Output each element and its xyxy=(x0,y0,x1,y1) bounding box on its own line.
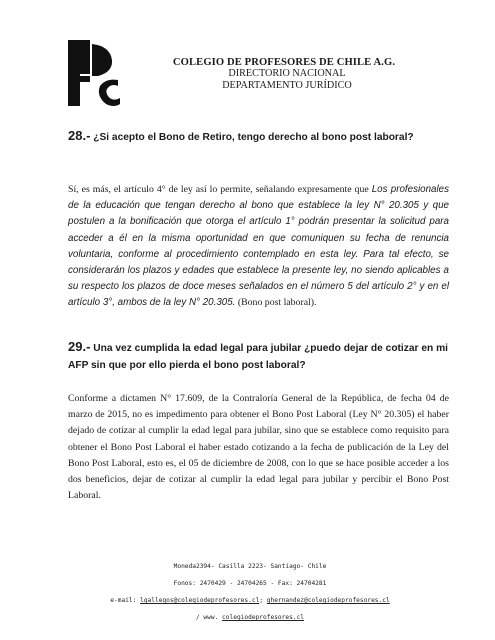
law-quote: Los profesionales de la educación que tengan derecho al bono que establece la ley N° 20.305 y que postulen a la bonificación que otorga el artículo 1° podrán presentar la solicitud para acceder a él en la misma oportunidad en que comuniquen su fecha de renuncia voluntaria, conforme al procedimiento contemplado en esta ley. Para tal efecto, se considerarán los plazos y edades que establece la presente ley, no siendo aplicables a su respecto los plazos de doce meses señalados en el número 5 del artículo 2° y en el artículo 3°, ambos de la ley N° 20.305. xyxy=(68,184,450,309)
directorio-name: DIRECTORIO NACIONAL xyxy=(228,68,346,79)
departamento-name: DEPARTAMENTO JURÍDICO xyxy=(222,80,352,91)
email-link-2[interactable]: ghernandez@colegiodeprofesores.cl xyxy=(266,597,390,604)
email-link-1[interactable]: lgallegos@colegiodeprofesores.cl xyxy=(140,597,260,604)
web-prefix: / www. xyxy=(195,614,223,621)
question-number: 28.- xyxy=(68,128,91,143)
web-link[interactable]: colegiodeprofesores.cl xyxy=(222,614,305,621)
answer-28 xyxy=(68,182,449,312)
answer-ending: (Bono post laboral). xyxy=(235,297,317,309)
footer-address: Moneda2394- Casilla 2223- Santiago- Chile xyxy=(173,563,327,570)
answer-text: Conforme a dictamen N° 17.609, de la Contraloría General de la República, de fecha 04 de marzo de 2015, no es impedimento para obtener el Bono Post Laboral (Ley N° 20.305) el haber dejado de cotizar al cumplir la edad legal para jubilar, sino que se establece como requisito para obtener el Bono Post Laboral el haber estado cotizando a la fecha de publicación de la Ley del Bono Post Laboral, esto es, el 05 de diciembre de 2008, con lo que se hace posible acceder a los dos beneficios, dejar de cotizar al cumplir la edad legal para jubilar y percibir el Bono Post Laboral. xyxy=(68,393,449,502)
colegio-logo xyxy=(66,38,124,110)
answer-intro: Sí, es más, el artículo 4° de ley así lo permite, señalando expresamente que xyxy=(68,184,369,195)
question-text: ¿Si acepto el Bono de Retiro, tengo derecho al bono post laboral? xyxy=(93,132,414,143)
footer-web xyxy=(60,614,440,621)
question-28 xyxy=(68,127,448,146)
question-number: 29.- xyxy=(68,339,91,354)
answer-29 xyxy=(68,391,449,504)
question-29 xyxy=(68,338,448,374)
question-text: Una vez cumplida la edad legal para jubilar ¿puedo dejar de cotizar en mi AFP sin que por ello pierda el bono post laboral? xyxy=(68,343,448,371)
org-name: COLEGIO DE PROFESORES DE CHILE A.G. xyxy=(172,57,396,68)
email-separator: ; xyxy=(259,597,267,604)
footer-email xyxy=(60,597,440,604)
footer-phones: Fonos: 2470429 - 24704265 - Fax: 24704281 xyxy=(173,580,327,587)
email-prefix: e-mail: xyxy=(110,597,141,604)
letterhead xyxy=(137,57,437,92)
